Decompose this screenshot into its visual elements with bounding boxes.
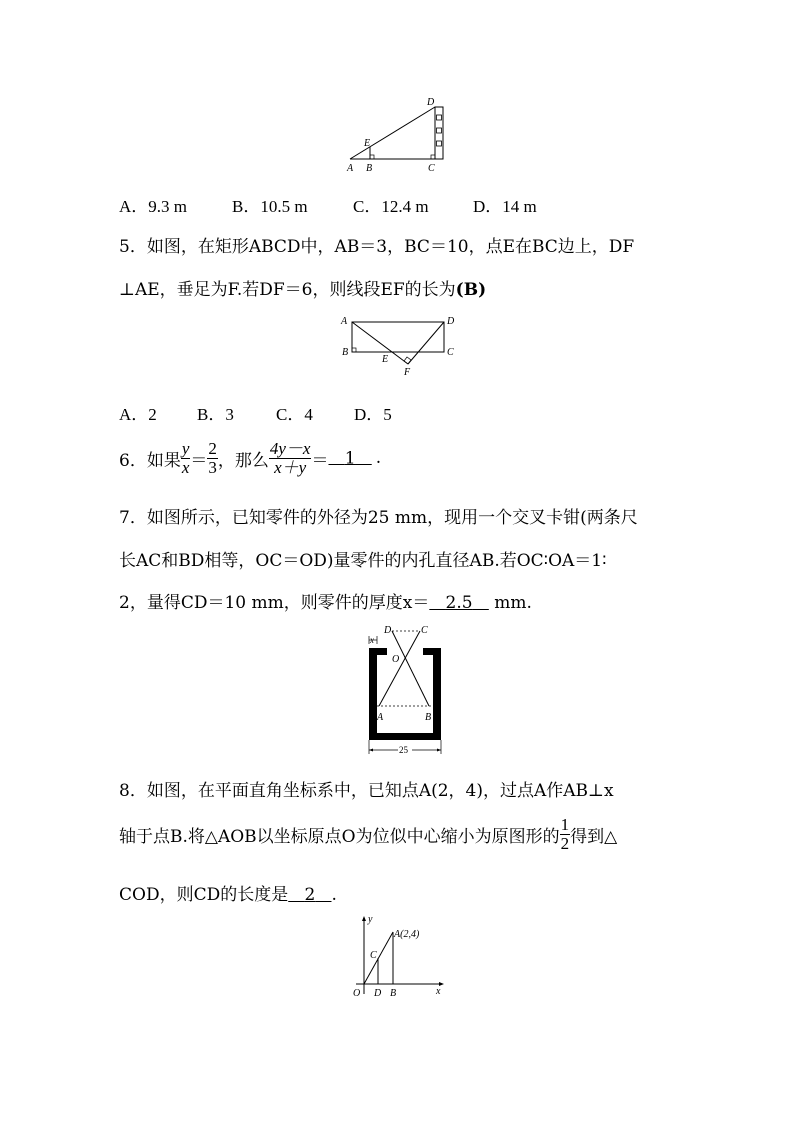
q4-label-A: A xyxy=(347,163,354,174)
q5-label-B: B xyxy=(342,347,349,358)
q8-figure xyxy=(350,912,450,1002)
q4-figure xyxy=(340,95,460,177)
q5-label-F: F xyxy=(404,367,411,378)
q5-answer: (B) xyxy=(455,280,487,300)
q7-line3-suffix: mm. xyxy=(494,593,532,613)
q8-answer: 2 xyxy=(304,885,316,905)
q4-label-E: E xyxy=(364,138,371,149)
q7-answer: 2.5 xyxy=(445,593,473,613)
q8-label-D: D xyxy=(374,988,382,999)
q7-label-O: O xyxy=(392,654,400,665)
q5-figure xyxy=(338,312,460,378)
q4-option-c: C．12.4 m xyxy=(353,197,429,216)
q5-line2-text: ⊥AE，垂足为F.若DF＝6，则线段EF的长为 xyxy=(119,280,456,300)
q8-label-B: B xyxy=(390,988,397,999)
q5-option-b: B．3 xyxy=(197,405,234,424)
q7-figure xyxy=(355,622,451,758)
q5-option-a: A．2 xyxy=(119,405,157,424)
q8-label-y: y xyxy=(368,914,373,925)
q4-label-D: D xyxy=(427,97,435,108)
q5-line2 xyxy=(119,275,486,300)
q6-line xyxy=(119,440,381,477)
q8-line2-prefix: 轴于点B.将△AOB以坐标原点O为位似中心缩小为原图形的 xyxy=(119,826,560,847)
q4-label-B: B xyxy=(366,163,373,174)
q7-label-C: C xyxy=(421,625,428,636)
q7-line3 xyxy=(119,588,532,613)
q8-label-A: A(2,4) xyxy=(394,929,420,940)
q7-label-25: 25 xyxy=(399,745,408,755)
q7-label-x: x xyxy=(370,635,374,645)
q4-option-b: B．10.5 m xyxy=(232,197,308,216)
q8-fraction-half: $\frac{1}{2}$ xyxy=(560,815,570,853)
q6-mid: ，那么 xyxy=(217,450,269,471)
q4-option-d: D．14 m xyxy=(473,197,537,216)
q5-label-C: C xyxy=(447,347,454,358)
q8-line3 xyxy=(119,880,337,905)
q6-fraction-expr: $\frac{4y-x}{x+y}$ xyxy=(269,439,311,477)
q6-fraction-2-over-3: $\frac{2}{3}$ xyxy=(208,439,217,477)
q7-label-D: D xyxy=(384,625,392,636)
q7-line3-prefix: 2，量得CD＝10 mm，则零件的厚度x＝ xyxy=(119,593,430,613)
q6-eq1: ＝ xyxy=(190,450,208,471)
q8-label-O: O xyxy=(353,988,361,999)
q5-line1: 5．如图，在矩形ABCD中，AB＝3，BC＝10，点E在BC边上，DF xyxy=(119,237,635,257)
q8-label-x: x xyxy=(436,986,441,997)
q6-prefix: 6．如果 xyxy=(119,450,181,471)
q8-line2-suffix: 得到△ xyxy=(570,826,618,847)
q6-suffix: . xyxy=(375,448,382,469)
q8-label-C: C xyxy=(370,950,377,961)
q5-label-A: A xyxy=(341,316,348,327)
q7-line2: 长AC和BD相等，OC＝OD)量零件的内孔直径AB.若OC∶OA＝1∶ xyxy=(119,551,607,571)
q7-label-A: A xyxy=(377,712,384,723)
q8-line3-suffix: . xyxy=(331,885,337,905)
q7-label-B: B xyxy=(425,712,432,723)
q5-option-c: C．4 xyxy=(276,405,313,424)
q6-eq2: ＝ xyxy=(311,450,329,471)
q7-line1: 7．如图所示，已知零件的外径为25 mm，现用一个交叉卡钳(两条尺 xyxy=(119,508,638,528)
q4-option-a: A．9.3 m xyxy=(119,197,187,216)
q5-option-d: D．5 xyxy=(354,405,392,424)
q6-fraction-y-over-x: $\frac{y}{x}$ xyxy=(181,439,190,477)
q8-line3-prefix: COD，则CD的长度是 xyxy=(119,885,289,905)
q6-answer: 1 xyxy=(344,448,356,469)
q4-label-C: C xyxy=(428,163,435,174)
q5-label-D: D xyxy=(447,316,455,327)
q8-line2 xyxy=(119,816,617,853)
q8-line1: 8．如图，在平面直角坐标系中，已知点A(2，4)，过点A作AB⊥x xyxy=(119,781,614,801)
q5-label-E: E xyxy=(382,354,389,365)
